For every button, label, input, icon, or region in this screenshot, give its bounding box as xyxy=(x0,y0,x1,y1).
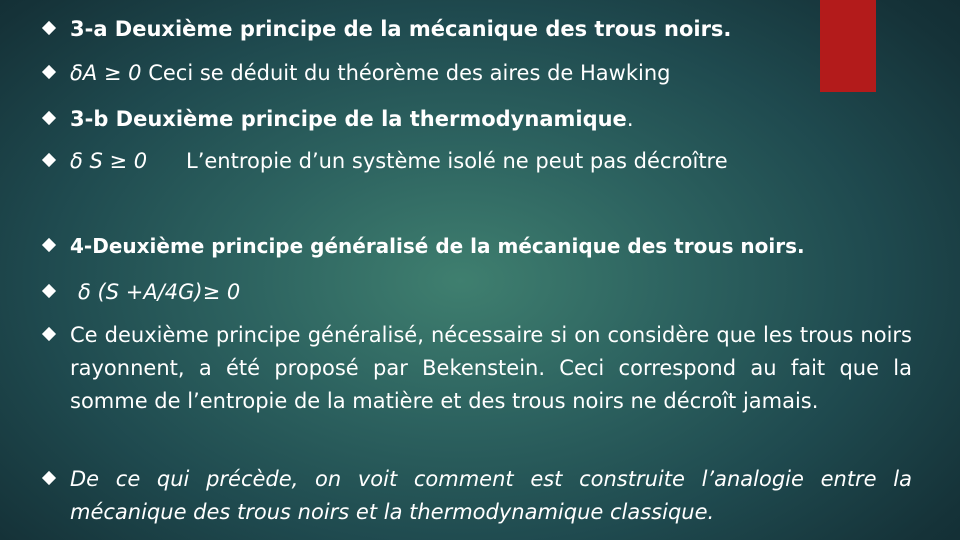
diamond-bullet-icon xyxy=(42,111,56,125)
entropy-statement: L’entropie d’un système isolé ne peut pas décroître xyxy=(186,149,728,173)
bekenstein-paragraph: Ce deuxième principe généralisé, nécessaire si on considère que les trous noirs rayonnent, a été proposé par Bekenstein. Ceci correspond au fait que la somme de l’entropie de la matière et des trous noirs ne décroît jamais. xyxy=(70,323,912,413)
bullet-item-bekenstein xyxy=(44,319,912,453)
conclusion-paragraph: De ce qui précède, on voit comment est construite l’analogie entre la mécanique des trous noirs et la thermodynamique classique. xyxy=(70,467,912,524)
diamond-bullet-icon xyxy=(42,238,56,252)
heading-3b-period: . xyxy=(626,107,634,131)
bullet-item-conclusion xyxy=(44,463,912,531)
heading-3a: 3-a Deuxième principe de la mécanique des trous noirs. xyxy=(70,17,732,41)
diamond-bullet-icon xyxy=(42,21,56,35)
diamond-bullet-icon xyxy=(42,471,56,485)
diamond-bullet-icon xyxy=(42,65,56,79)
diamond-bullet-icon xyxy=(42,327,56,341)
heading-4: 4-Deuxième principe généralisé de la mécanique des trous noirs. xyxy=(70,234,805,258)
diamond-bullet-icon xyxy=(42,284,56,298)
formula-delta-a: δA ≥ 0 xyxy=(70,61,142,85)
formula-gsl: δ (S +A/4G)≥ 0 xyxy=(78,280,241,304)
diamond-bullet-icon xyxy=(42,153,56,167)
hawking-note: Ceci se déduit du théorème des aires de Hawking xyxy=(141,61,671,85)
heading-3b: 3-b Deuxième principe de la thermodynamique xyxy=(70,107,627,131)
formula-delta-s: δ S ≥ 0 xyxy=(70,149,148,173)
red-accent-bar xyxy=(820,0,876,92)
